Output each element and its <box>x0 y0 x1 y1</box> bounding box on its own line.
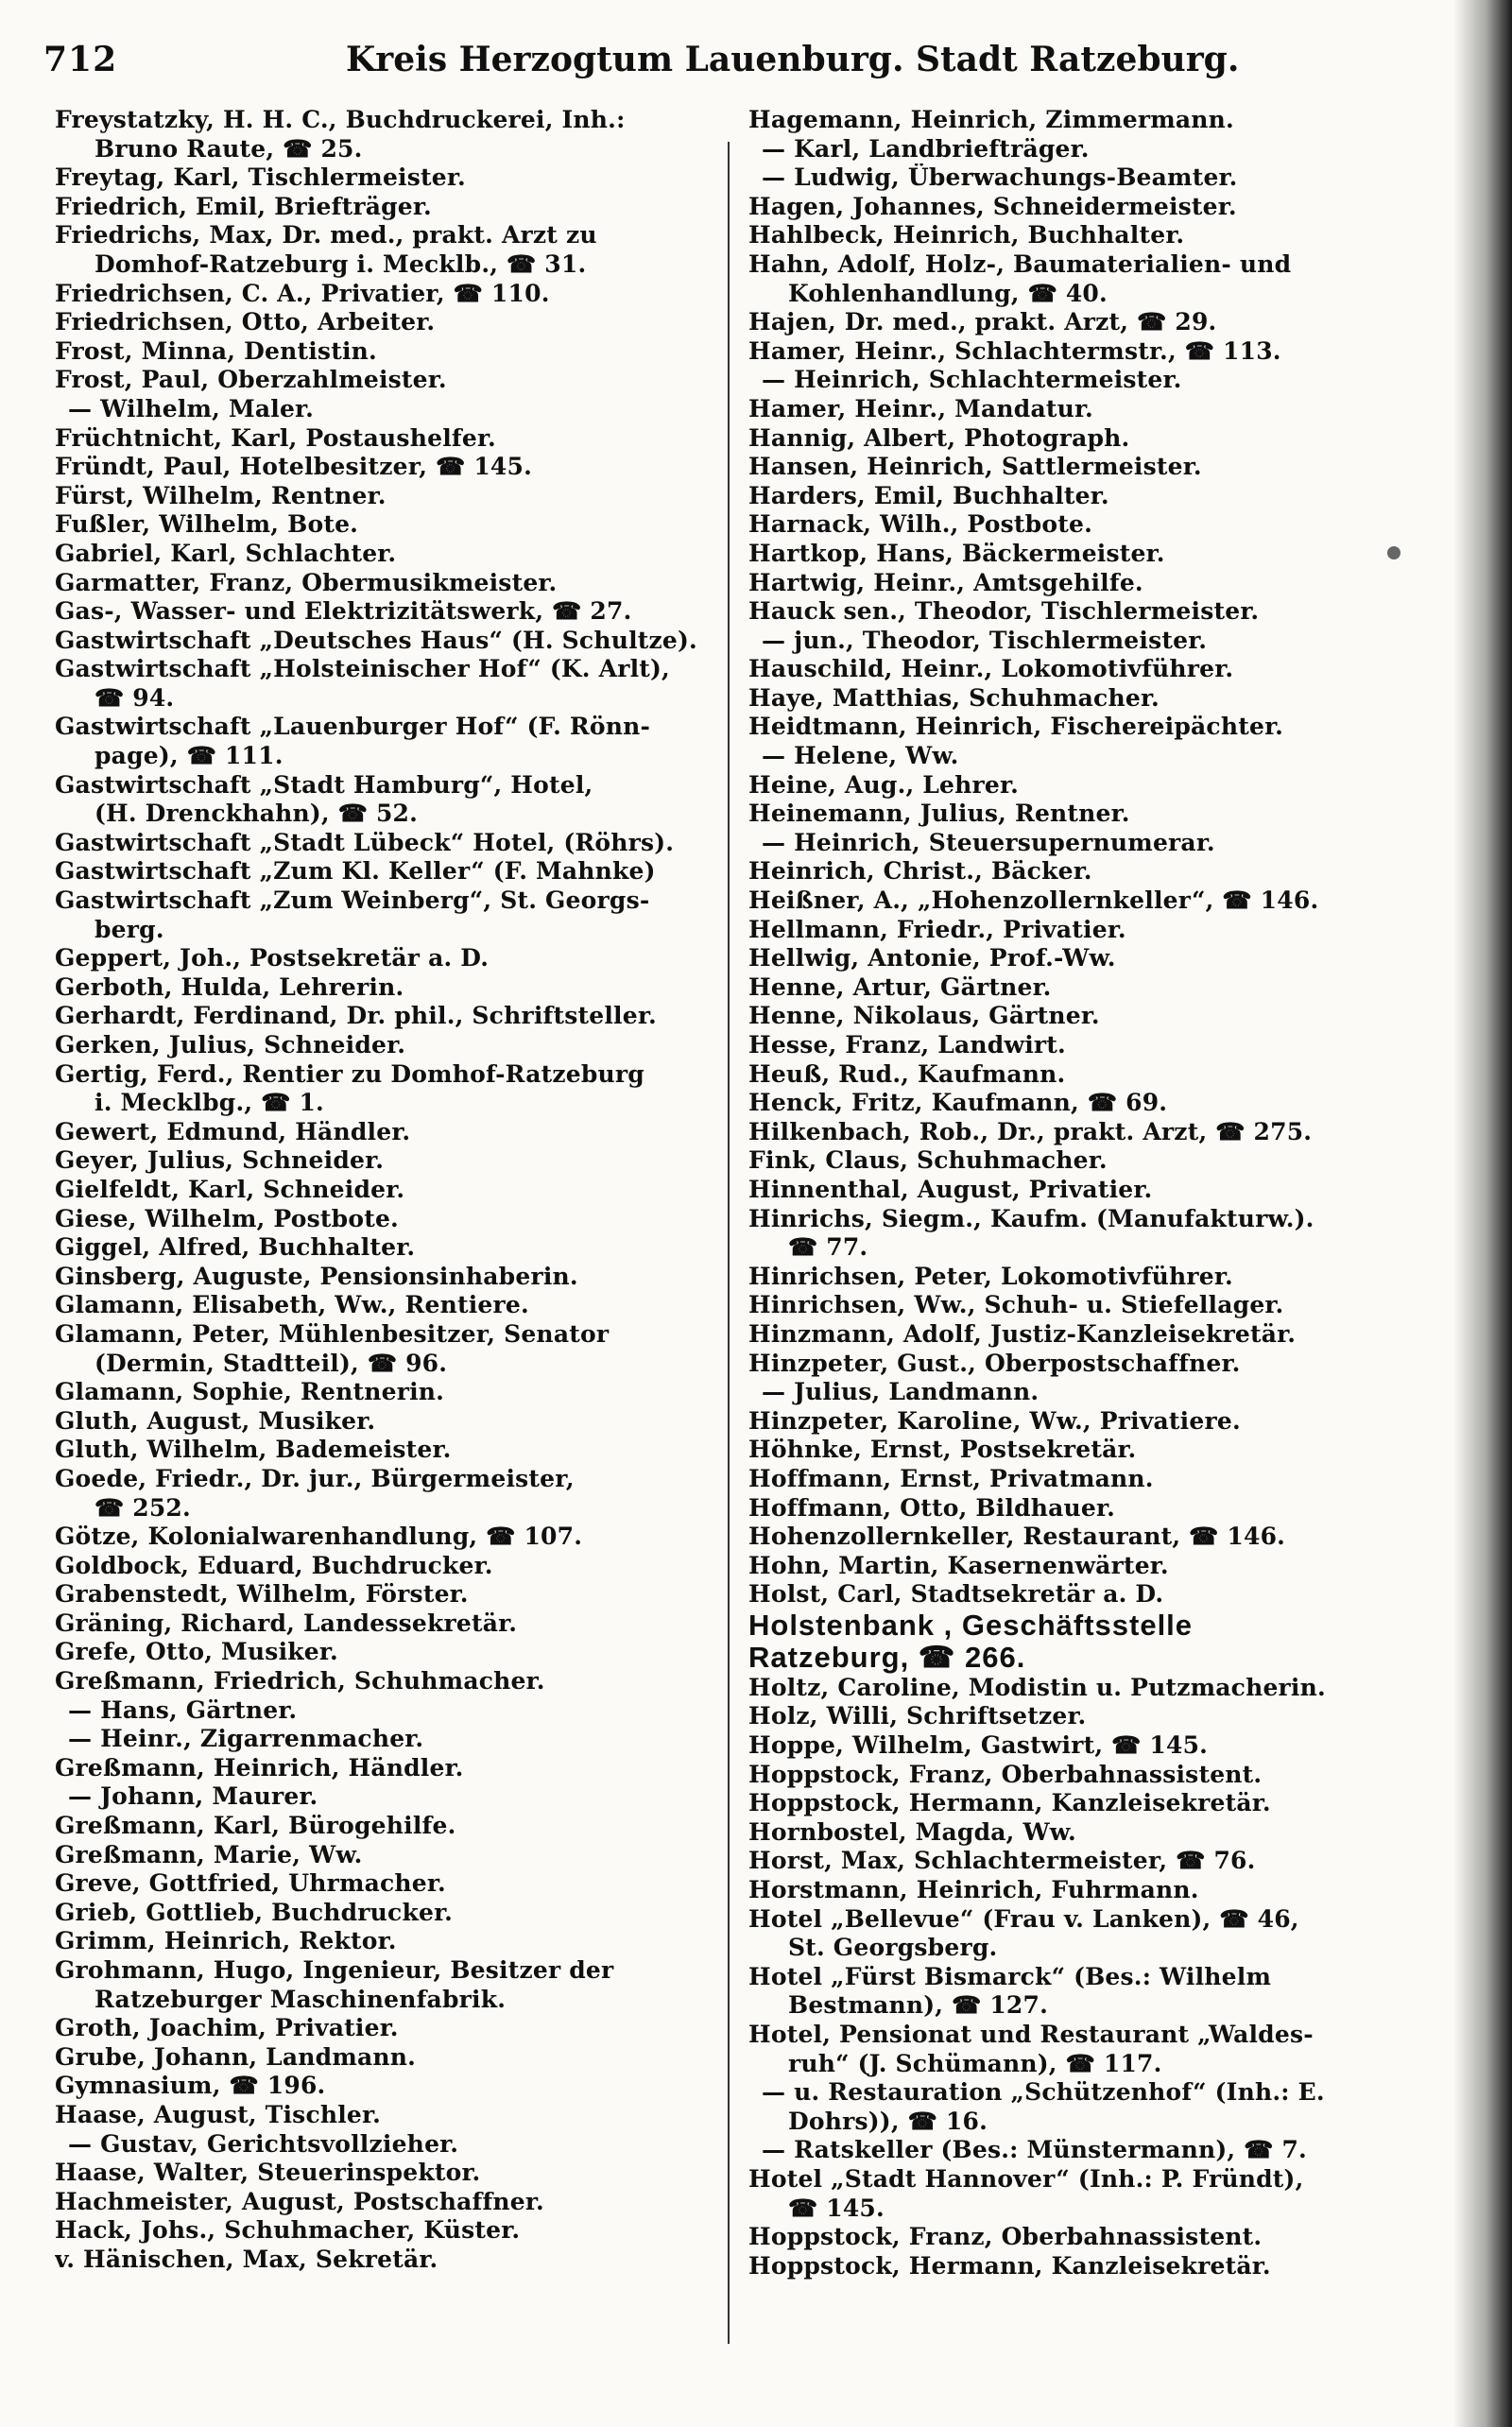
directory-entry: — u. Restauration „Schützenhof“ (Inh.: E. <box>762 2078 1325 2107</box>
directory-entry: Heinemann, Julius, Rentner. <box>748 800 1130 828</box>
directory-entry: berg. <box>94 915 164 943</box>
directory-entry: Hellmann, Friedr., Privatier. <box>748 915 1126 943</box>
directory-entry: Friedrichsen, C. A., Privatier, ☎ 110. <box>55 279 550 307</box>
directory-entry: — Heinrich, Schlachtermeister. <box>762 366 1182 394</box>
directory-entry: Gertig, Ferd., Rentier zu Domhof-Ratzeburg <box>55 1059 644 1088</box>
directory-entry: Hotel „Bellevue“ (Frau v. Lanken), ☎ 46, <box>748 1904 1299 1933</box>
directory-entry: ☎ 94. <box>94 683 175 712</box>
directory-entry: Heuß, Rud., Kaufmann. <box>748 1059 1066 1088</box>
directory-entry: Gielfeldt, Karl, Schneider. <box>55 1175 405 1203</box>
directory-entry: Fußler, Wilhelm, Bote. <box>55 510 359 539</box>
directory-entry: Friedrichs, Max, Dr. med., prakt. Arzt zu <box>55 221 597 250</box>
directory-entry: — Heinr., Zigarrenmacher. <box>68 1725 424 1753</box>
directory-entry: Holz, Willi, Schriftsetzer. <box>748 1702 1087 1730</box>
directory-entry: Haase, Walter, Steuerinspektor. <box>55 2159 481 2187</box>
directory-entry: Haase, August, Tischler. <box>55 2100 382 2128</box>
directory-entry: Hellwig, Antonie, Prof.-Ww. <box>748 944 1116 973</box>
directory-entry: Fürst, Wilhelm, Rentner. <box>55 481 387 509</box>
directory-entry: Hornbostel, Magda, Ww. <box>748 1817 1076 1846</box>
directory-entry: Goldbock, Eduard, Buchdrucker. <box>55 1551 493 1579</box>
directory-entry: Hinrichsen, Ww., Schuh- u. Stiefellager. <box>748 1291 1284 1319</box>
directory-entry: Glamann, Sophie, Rentnerin. <box>55 1378 445 1406</box>
directory-entry: Haye, Matthias, Schuhmacher. <box>748 683 1160 712</box>
directory-entry: Hack, Johs., Schuhmacher, Küster. <box>55 2216 521 2245</box>
directory-entry: Gluth, Wilhelm, Bademeister. <box>55 1436 452 1464</box>
directory-entry: — Ludwig, Überwachungs-Beamter. <box>762 164 1238 192</box>
directory-entry: Gewert, Edmund, Händler. <box>55 1117 411 1145</box>
directory-entry: Hamer, Heinr., Mandatur. <box>748 394 1093 422</box>
directory-entry: Früchtnicht, Karl, Postaushelfer. <box>55 423 496 452</box>
directory-entry: Greßmann, Heinrich, Händler. <box>55 1753 464 1782</box>
directory-entry: Hoppstock, Franz, Oberbahnassistent. <box>748 2223 1263 2251</box>
directory-entry: Grefe, Otto, Musiker. <box>55 1638 338 1666</box>
directory-entry: Hansen, Heinrich, Sattlermeister. <box>748 453 1202 481</box>
directory-entry: Hotel „Fürst Bismarck“ (Bes.: Wilhelm <box>748 1962 1272 1990</box>
directory-entry: (Dermin, Stadtteil), ☎ 96. <box>94 1349 448 1377</box>
directory-entry: Freystatzky, H. H. C., Buchdruckerei, Inh.: <box>55 106 626 133</box>
column-divider <box>728 142 730 2344</box>
directory-entry: Hachmeister, August, Postschaffner. <box>55 2187 544 2215</box>
directory-entry: Gräning, Richard, Landessekretär. <box>55 1609 518 1637</box>
directory-entry: Hartkop, Hans, Bäckermeister. <box>748 539 1165 567</box>
directory-entry: ☎ 252. <box>94 1493 191 1522</box>
directory-entry: Hajen, Dr. med., prakt. Arzt, ☎ 29. <box>748 308 1217 336</box>
directory-entry: Glamann, Elisabeth, Ww., Rentiere. <box>55 1291 529 1319</box>
directory-entry: Goede, Friedr., Dr. jur., Bürgermeister, <box>55 1464 575 1492</box>
directory-entry: Greve, Gottfried, Uhrmacher. <box>55 1869 446 1898</box>
directory-entry: Hinrichsen, Peter, Lokomotivführer. <box>748 1262 1233 1290</box>
running-head: Kreis Herzogtum Lauenburg. Stadt Ratzeburg. <box>346 40 1240 79</box>
page-edge-shadow <box>1453 0 1512 2427</box>
directory-entry: — Johann, Maurer. <box>68 1782 318 1811</box>
directory-entry: Götze, Kolonialwarenhandlung, ☎ 107. <box>55 1523 583 1551</box>
directory-entry: St. Georgsberg. <box>788 1934 998 1962</box>
directory-entry: Gluth, August, Musiker. <box>55 1406 376 1435</box>
directory-entry: Hohenzollernkeller, Restaurant, ☎ 146. <box>748 1523 1286 1551</box>
directory-entry: Greßmann, Karl, Bürogehilfe. <box>55 1812 456 1840</box>
directory-entry: Hoppstock, Hermann, Kanzleisekretär. <box>748 1789 1271 1817</box>
directory-entry: Harnack, Wilh., Postbote. <box>748 510 1092 539</box>
directory-entry: Heine, Aug., Lehrer. <box>748 770 1019 799</box>
directory-entry: Hotel „Stadt Hannover“ (Inh.: P. Fründt), <box>748 2164 1304 2193</box>
directory-entry: Frost, Paul, Oberzahlmeister. <box>55 366 447 394</box>
directory-entry: Ginsberg, Auguste, Pensionsinhaberin. <box>55 1262 578 1290</box>
directory-entry: Hoffmann, Otto, Bildhauer. <box>748 1493 1116 1522</box>
directory-entry: Hoppstock, Hermann, Kanzleisekretär. <box>748 2251 1271 2280</box>
directory-entry: Henne, Artur, Gärtner. <box>748 973 1052 1001</box>
directory-entry: — Hans, Gärtner. <box>68 1695 298 1724</box>
directory-entry: Frost, Minna, Dentistin. <box>55 336 377 365</box>
directory-entry: Hauschild, Heinr., Lokomotivführer. <box>748 655 1234 683</box>
directory-entry: ruh“ (J. Schümann), ☎ 117. <box>788 2049 1162 2077</box>
directory-entry: Gerhardt, Ferdinand, Dr. phil., Schriftsteller. <box>55 1002 657 1030</box>
directory-entry: Höhnke, Ernst, Postsekretär. <box>748 1436 1137 1464</box>
directory-entry: Ratzeburger Maschinenfabrik. <box>94 1985 507 2013</box>
directory-entry: Hahn, Adolf, Holz-, Baumaterialien- und <box>748 250 1292 278</box>
directory-entry: Hoppe, Wilhelm, Gastwirt, ☎ 145. <box>748 1731 1209 1760</box>
directory-entry: Gastwirtschaft „Stadt Hamburg“, Hotel, <box>55 770 593 799</box>
directory-entry: — Wilhelm, Maler. <box>68 394 315 422</box>
ink-smudge <box>1387 546 1400 559</box>
directory-entry: Dohrs)), ☎ 16. <box>788 2107 988 2135</box>
left-column <box>55 106 716 2275</box>
directory-entry: Gabriel, Karl, Schlachter. <box>55 539 397 567</box>
directory-entry: Friedrichsen, Otto, Arbeiter. <box>55 308 436 336</box>
directory-entry: Friedrich, Emil, Briefträger. <box>55 192 432 220</box>
directory-entry: Hilkenbach, Rob., Dr., prakt. Arzt, ☎ 275. <box>748 1117 1313 1145</box>
directory-entry: Horstmann, Heinrich, Fuhrmann. <box>748 1876 1199 1904</box>
directory-entry: Garmatter, Franz, Obermusikmeister. <box>55 568 558 596</box>
directory-entry: Henck, Fritz, Kaufmann, ☎ 69. <box>748 1089 1168 1117</box>
directory-entry: Groth, Joachim, Privatier. <box>55 2014 399 2042</box>
directory-entry: Horst, Max, Schlachtermeister, ☎ 76. <box>748 1847 1256 1875</box>
directory-entry: Hauck sen., Theodor, Tischlermeister. <box>748 597 1260 626</box>
directory-entry: Hinnenthal, August, Privatier. <box>748 1175 1153 1203</box>
directory-entry: Heinrich, Christ., Bäcker. <box>748 857 1092 886</box>
directory-entry: Hartwig, Heinr., Amtsgehilfe. <box>748 568 1143 596</box>
directory-entry: Hinrichs, Siegm., Kaufm. (Manufakturw.). <box>748 1204 1314 1232</box>
directory-entry: Grieb, Gottlieb, Buchdrucker. <box>55 1898 454 1926</box>
directory-entry: Greßmann, Marie, Ww. <box>55 1840 363 1868</box>
directory-entry: Heißner, A., „Hohenzollernkeller“, ☎ 146. <box>748 886 1319 915</box>
directory-entry: Hinzpeter, Karoline, Ww., Privatiere. <box>748 1406 1241 1435</box>
directory-entry: Hamer, Heinr., Schlachtermstr., ☎ 113. <box>748 336 1281 365</box>
directory-entry: Hahlbeck, Heinrich, Buchhalter. <box>748 221 1185 250</box>
directory-entry: Gastwirtschaft „Zum Kl. Keller“ (F. Mahnke) <box>55 857 656 886</box>
directory-entry: Fründt, Paul, Hotelbesitzer, ☎ 145. <box>55 453 533 481</box>
directory-entry: Hoppstock, Franz, Oberbahnassistent. <box>748 1760 1263 1788</box>
directory-entry: Hagemann, Heinrich, Zimmermann. <box>748 106 1234 133</box>
directory-entry: Hoffmann, Ernst, Privatmann. <box>748 1464 1154 1492</box>
directory-entry: — Ratskeller (Bes.: Münstermann), ☎ 7. <box>762 2136 1307 2164</box>
directory-entry: Holstenbank , Geschäftsstelle <box>748 1609 1194 1642</box>
directory-entry: — jun., Theodor, Tischlermeister. <box>762 626 1208 654</box>
directory-entry: Glamann, Peter, Mühlenbesitzer, Senator <box>55 1319 610 1348</box>
directory-entry: Hotel, Pensionat und Restaurant „Waldes- <box>748 2021 1314 2048</box>
directory-entry: Fink, Claus, Schuhmacher. <box>748 1146 1108 1175</box>
directory-entry: Hesse, Franz, Landwirt. <box>748 1031 1066 1059</box>
directory-entry: Harders, Emil, Buchhalter. <box>748 481 1109 509</box>
page-header <box>43 40 1452 96</box>
directory-entry: Geyer, Julius, Schneider. <box>55 1146 385 1175</box>
directory-entry: Kohlenhandlung, ☎ 40. <box>788 279 1108 307</box>
directory-entry: Ratzeburg, ☎ 266. <box>748 1641 1026 1674</box>
directory-entry: Giggel, Alfred, Buchhalter. <box>55 1233 416 1262</box>
directory-entry: Grube, Johann, Landmann. <box>55 2042 417 2071</box>
directory-entry: Greßmann, Friedrich, Schuhmacher. <box>55 1667 545 1695</box>
directory-entry: Domhof-Ratzeburg i. Mecklb., ☎ 31. <box>94 250 587 278</box>
directory-entry: Gymnasium, ☎ 196. <box>55 2072 326 2100</box>
directory-entry: Gastwirtschaft „Zum Weinberg“, St. Georgs- <box>55 886 650 915</box>
directory-entry: Gerboth, Hulda, Lehrerin. <box>55 973 404 1001</box>
directory-entry: Holst, Carl, Stadtsekretär a. D. <box>748 1580 1164 1609</box>
directory-entry: Gastwirtschaft „Deutsches Haus“ (H. Schultze). <box>55 626 697 654</box>
directory-entry: — Helene, Ww. <box>762 742 959 770</box>
directory-entry: Bruno Raute, ☎ 25. <box>94 134 363 163</box>
directory-entry: Hagen, Johannes, Schneidermeister. <box>748 192 1237 220</box>
directory-entry: Hinzmann, Adolf, Justiz-Kanzleisekretär. <box>748 1319 1297 1348</box>
directory-entry: Grabenstedt, Wilhelm, Förster. <box>55 1580 469 1609</box>
directory-entry: ☎ 77. <box>788 1233 868 1262</box>
directory-entry: ☎ 145. <box>788 2194 885 2222</box>
page-number: 712 <box>43 40 118 79</box>
directory-entry: — Julius, Landmann. <box>762 1378 1040 1406</box>
directory-entry: Holtz, Caroline, Modistin u. Putzmacherin. <box>748 1673 1326 1701</box>
directory-entry: Gastwirtschaft „Stadt Lübeck“ Hotel, (Röhrs). <box>55 828 675 856</box>
directory-entry: Geppert, Joh., Postsekretär a. D. <box>55 944 490 973</box>
directory-entry: — Karl, Landbriefträger. <box>762 134 1090 163</box>
directory-entry: Gastwirtschaft „Lauenburger Hof“ (F. Rönn- <box>55 713 651 741</box>
directory-entry: Giese, Wilhelm, Postbote. <box>55 1204 399 1232</box>
directory-entry: (H. Drenckhahn), ☎ 52. <box>94 800 419 828</box>
directory-entry: Freytag, Karl, Tischlermeister. <box>55 164 466 192</box>
directory-entry: Henne, Nikolaus, Gärtner. <box>748 1002 1100 1030</box>
directory-entry: Hohn, Martin, Kasernenwärter. <box>748 1551 1169 1579</box>
directory-entry: Hannig, Albert, Photograph. <box>748 423 1130 452</box>
directory-entry: — Gustav, Gerichtsvollzieher. <box>68 2129 459 2158</box>
directory-entry: Hinzpeter, Gust., Oberpostschaffner. <box>748 1349 1241 1377</box>
directory-entry: page), ☎ 111. <box>94 742 284 770</box>
directory-entry: Gas-, Wasser- und Elektrizitätswerk, ☎ 27. <box>55 597 632 626</box>
directory-entry: Gastwirtschaft „Holsteinischer Hof“ (K. Arlt), <box>55 655 670 683</box>
directory-entry: v. Hänischen, Max, Sekretär. <box>55 2245 438 2273</box>
right-column <box>748 106 1448 2281</box>
directory-entry: Bestmann), ☎ 127. <box>788 1991 1049 2020</box>
directory-entry: Grohmann, Hugo, Ingenieur, Besitzer der <box>55 1956 614 1984</box>
directory-entry: Heidtmann, Heinrich, Fischereipächter. <box>748 713 1284 741</box>
directory-entry: Grimm, Heinrich, Rektor. <box>55 1927 397 1955</box>
directory-entry: Gerken, Julius, Schneider. <box>55 1031 406 1059</box>
directory-entry: — Heinrich, Steuersupernumerar. <box>762 828 1215 856</box>
directory-entry: i. Mecklbg., ☎ 1. <box>94 1089 324 1117</box>
